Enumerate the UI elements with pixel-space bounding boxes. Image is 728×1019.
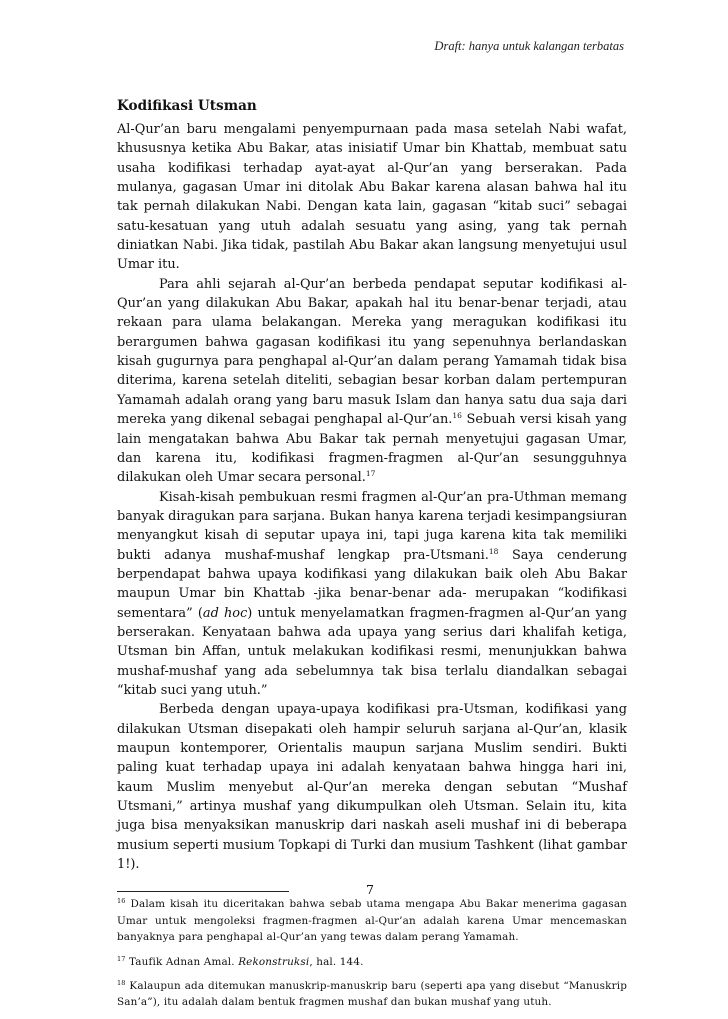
draft-header: Draft: hanya untuk kalangan terbatas	[434, 39, 624, 53]
paragraph-4: Berbeda dengan upaya-upaya kodifikasi pra-Utsman, kodifikasi yang dilakukan Utsman disepakati oleh hampir seluruh sarjana al-Qur’an, klasik maupun kontemporer, Orientalis maupun sarjana Muslim sendiri. Bukti paling kuat terhadap upaya ini adalah kenyataan bahwa hingga hari ini, kaum Muslim menyebut al-Qur’an mereka dengan sebutan “Mushaf Utsmani,” artinya mushaf yang dikumpulkan oleh Utsman. Selain itu, kita juga bisa menyaksikan manuskrip dari naskah aseli mushaf ini di beberapa musium seperti musium Topkapi di Turki dan musium Tashkent (lihat gambar 1!).	[117, 702, 627, 873]
paragraph-2-part-1: Para ahli sejarah al-Qur’an berbeda pendapat seputar kodifikasi al-Qur’an yang dilakukan Abu Bakar, apakah hal itu benar-benar terjadi, atau rekaan para ulama belakangan. Mereka yang meragukan kodifikasi itu berargumen bahwa gagasan kodifikasi itu yang sepenuhnya berlandaskan kisah gugurnya para penghapal al-Qur’an dalam perang Yamamah tidak bisa diterima, karena setelah diteliti, sebagian besar korban dalam pertempuran Yamamah adalah orang yang baru masuk Islam dan hanya satu dua saja dari mereka yang dikenal sebagai penghapal al-Qur’an.	[117, 276, 627, 428]
page-number: 7	[366, 882, 374, 897]
paragraph-3-part-3: ) untuk menyelamatkan fragmen-fragmen al-Qur’an yang berserakan. Kenyataan bahwa ada upaya yang serius dari khalifah ketiga, Utsman bin Affan, untuk melakukan kodifikasi resmi, menunjukkan bahwa mushaf-mushaf yang ada sebelumnya tak bisa terlalu diandalkan sebagai “kitab suci yang utuh.”	[117, 605, 628, 698]
paragraph-3-part-1: Kisah-kisah pembukuan resmi fragmen al-Qur’an pra-Uthman memang banyak diragukan para sarjana. Bukan hanya karena terjadi kesimpangsiuran menyangkut kisah di seputar upaya ini, tapi juga karena kita tak memiliki bukti adanya mushaf-mushaf lengkap pra-Utsmani.	[117, 489, 627, 563]
paragraph-2	[117, 275, 627, 488]
paragraph-3-part-2: Saya cenderung berpendapat bahwa upaya kodifikasi yang dilakukan baik oleh Abu Bakar maupun Umar bin Khattab -jika benar-benar ada- merupakan “kodifikasi sementara” (	[117, 547, 627, 621]
footnote-number: 17	[117, 954, 126, 963]
footnote-text: Dalam kisah itu diceritakan bahwa sebab utama mengapa Abu Bakar menerima gagasan Umar untuk mengoleksi fragmen-fragmen al-Qur’an adalah karena Umar mencemaskan banyaknya para penghapal al-Qur’an yang tewas dalam perang Yamamah.	[117, 898, 627, 944]
footnote-text-end: , hal. 144.	[309, 955, 364, 968]
footnote-ref-18[interactable]: 18	[488, 546, 499, 556]
footnote-16	[117, 896, 627, 945]
section-title: Kodifikasi Utsman	[117, 98, 257, 114]
page-content	[117, 96, 627, 1019]
footnote-number: 16	[117, 897, 126, 906]
paragraph-2-part-2: Sebuah versi kisah yang lain mengatakan bahwa Abu Bakar tak pernah menyetujui gagasan Umar, dan karena itu, kodifikasi fragmen-fragmen al-Qur’an sesungguhnya dilakukan oleh Umar secara personal.	[117, 412, 627, 486]
footnote-ref-16[interactable]: 16	[452, 411, 462, 421]
paragraph-3	[117, 488, 627, 701]
footnote-17	[117, 954, 627, 970]
footnote-ref-17[interactable]: 17	[365, 469, 376, 479]
footnote-text: Kalaupun ada ditemukan manuskrip-manuskrip baru (seperti apa yang disebut “Manuskrip San’a”), itu adalah dalam bentuk fragmen mushaf dan bukan mushaf yang utuh.	[117, 980, 627, 1009]
footnote-18	[117, 978, 627, 1011]
footnote-number: 18	[117, 979, 126, 988]
footnote-italic-title: Rekonstruksi	[238, 955, 310, 968]
paragraph-1: Al-Qur’an baru mengalami penyempurnaan pada masa setelah Nabi wafat, khususnya ketika Abu Bakar, atas inisiatif Umar bin Khattab, membuat satu usaha kodifikasi terhadap ayat-ayat al-Qur’an yang berserakan. Pada mulanya, gagasan Umar ini ditolak Abu Bakar karena alasan bahwa hal itu tak pernah dilakukan Nabi. Dengan kata lain, gagasan “kitab suci” sebagai satu-kesatuan yang utuh adalah sesuatu yang asing, yang tak pernah diniatkan Nabi. Jika tidak, pastilah Abu Bakar akan langsung menyetujui usul Umar itu.	[117, 122, 627, 273]
italic-ad-hoc: ad hoc	[202, 605, 248, 621]
footnote-text: Taufik Adnan Amal.	[125, 955, 239, 968]
